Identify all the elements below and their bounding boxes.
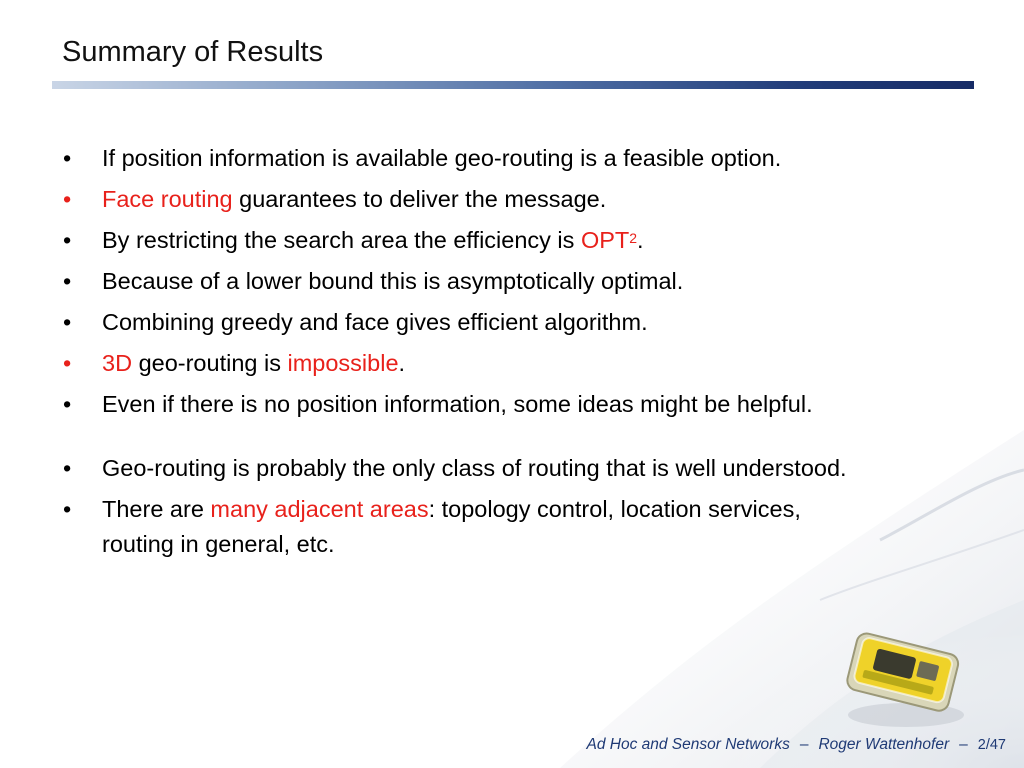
bullet-text: If position information is available geo-routing is a feasible option.	[102, 145, 782, 171]
bullet-text: Combining greedy and face gives efficient algorithm.	[102, 309, 648, 335]
footer-separator: –	[959, 736, 968, 753]
bullet-dot: •	[63, 496, 72, 522]
bullet-text: There are	[102, 496, 211, 522]
bullet-text: guarantees to deliver the message.	[232, 186, 607, 212]
bullet-item	[60, 387, 990, 422]
highlight-text: impossible	[287, 350, 399, 376]
bullet-text: : topology control, location services, routing in general, etc.	[102, 496, 801, 557]
bullet-text: Geo-routing is probably the only class of routing that is well understood.	[102, 455, 847, 481]
slide-title: Summary of Results	[62, 36, 324, 68]
bullet-dot: •	[63, 186, 72, 212]
bullet-dot: •	[63, 391, 72, 417]
bullet-dot: •	[63, 145, 72, 171]
bullet-item	[60, 182, 990, 217]
slide-footer	[587, 736, 1007, 754]
highlight-text: OPT	[580, 227, 630, 253]
bullet-text-wrap	[102, 492, 862, 562]
sensor-node-icon	[836, 615, 968, 735]
title-underline-bar	[52, 81, 974, 89]
footer-separator: –	[799, 736, 809, 753]
bullet-dot: •	[63, 455, 72, 481]
bullet-item	[60, 305, 990, 340]
bullet-item	[60, 346, 990, 381]
bullet-item	[60, 264, 990, 299]
highlight-text: Face routing	[102, 186, 233, 212]
bullet-text: .	[637, 227, 644, 253]
bullet-text: .	[398, 350, 406, 376]
bullet-item	[60, 492, 990, 562]
bullet-dot: •	[63, 309, 72, 335]
highlight-text: 3D	[102, 350, 133, 376]
bullet-text: geo-routing is	[132, 350, 288, 376]
highlight-text: many adjacent areas	[210, 496, 429, 522]
bullet-dot: •	[63, 268, 72, 294]
bullet-item	[60, 451, 990, 486]
bullet-text: By restricting the search area the efficiency is	[102, 227, 581, 253]
superscript: 2	[629, 230, 638, 246]
footer-author: Roger Wattenhofer	[818, 736, 950, 753]
footer-course: Ad Hoc and Sensor Networks	[586, 736, 790, 753]
bullet-text: Because of a lower bound this is asymptotically optimal.	[102, 268, 684, 294]
bullet-item	[60, 141, 990, 176]
page-number: 2/47	[977, 737, 1006, 753]
bullet-item	[60, 223, 990, 258]
bullet-dot: •	[63, 350, 72, 376]
bullet-text: Even if there is no position information, some ideas might be helpful.	[102, 391, 813, 417]
bullet-dot: •	[63, 227, 72, 253]
bullet-list	[60, 141, 990, 568]
